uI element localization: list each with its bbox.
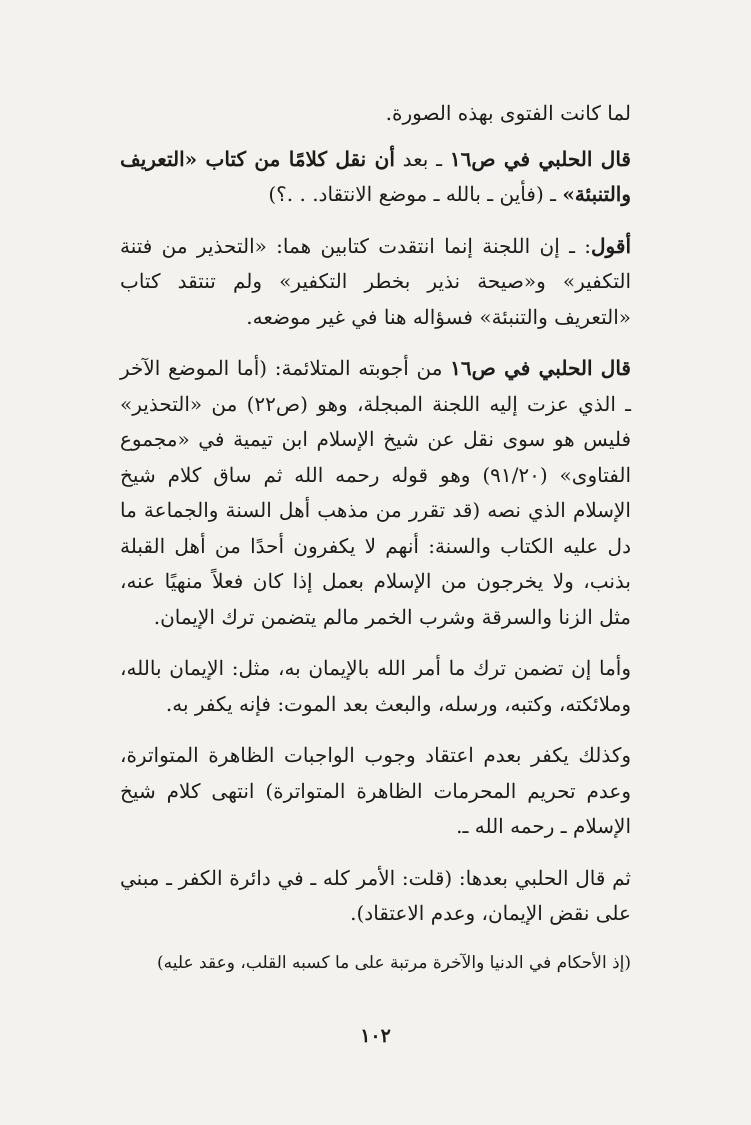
paragraph-6 [120,738,631,845]
text-segment: من أجوبته المتلائمة: (أما الموضع الآخر ـ الذي عزت إليه اللجنة المبجلة، وهو (ص٢٢) من «التحذير» فليس هو سوى نقل عن شيخ الإسلام ابن تيمية في «مجموع الفتاوى» (٩١/٢٠) وهو قوله رحمه الله ثم ساق كلام شيخ الإسلام الذي نصه (قد تقرر من مذهب أهل السنة والجماعة ما دل عليه الكتاب والسنة: أنهم لا يكفرون أحدًا من أهل القبلة بذنب، ولا يخرجون من الإسلام بعمل إذا كان فعلاً منهيًا عنه، مثل الزنا والسرقة وشرب الخمر مالم يتضمن ترك الإيمان. [120,356,631,629]
bold-text-segment: قال الحلبي في ص١٦ [450,356,631,380]
text-segment: : ـ إن اللجنة إنما انتقدت كتابين هما: «التحذير من فتنة التكفير» و«صيحة نذير بخطر التكفير» ولم تنتقد كتاب «التعريف والتنبئة» فسؤاله هنا في غير موضعه. [120,233,631,329]
paragraph-4 [120,351,631,635]
page-body [120,96,631,978]
paragraph-7 [120,861,631,932]
text-segment: وكذلك يكفر بعدم اعتقاد وجوب الواجبات الظاهرة المتواترة، وعدم تحريم المحرمات الظاهرة المتواترة) انتهى كلام شيخ الإسلام ـ رحمه الله ـ. [120,743,631,838]
text-segment: ثم قال الحلبي بعدها: (قلت: الأمر كله ـ في دائرة الكفر ـ مبني على نقض الإيمان، وعدم الاعتقاد). [120,865,631,925]
text-segment: (إذ الأحكام في الدنيا والآخرة مرتبة على ما كسبه القلب، وعقد عليه) [157,952,631,973]
text-segment: ـ (فأين ـ بالله ـ موضع الانتقاد. . .؟) [268,182,563,206]
page-number: ١٠٢ [360,1025,391,1047]
paragraph-1 [120,96,631,132]
text-segment: وأما إن تضمن ترك ما أمر الله بالإيمان به، مثل: الإيمان بالله، وملائكته، وكتبه، ورسله، والبعث بعد الموت: فإنه يكفر به. [120,656,631,716]
paragraph-2 [120,142,631,213]
text-segment: ـ بعد [394,146,450,171]
bold-text-segment: أقول [591,233,631,258]
bold-text-segment: أن نقل كلامًا من كتاب «التعريف والتنبئة» [120,146,631,206]
bold-text-segment: قال الحلبي في ص١٦ [449,146,631,171]
paragraph-8 [120,948,631,978]
text-segment: لما كانت الفتوى بهذه الصورة. [385,101,631,125]
paragraph-3 [120,229,631,336]
paragraph-5 [120,651,631,722]
